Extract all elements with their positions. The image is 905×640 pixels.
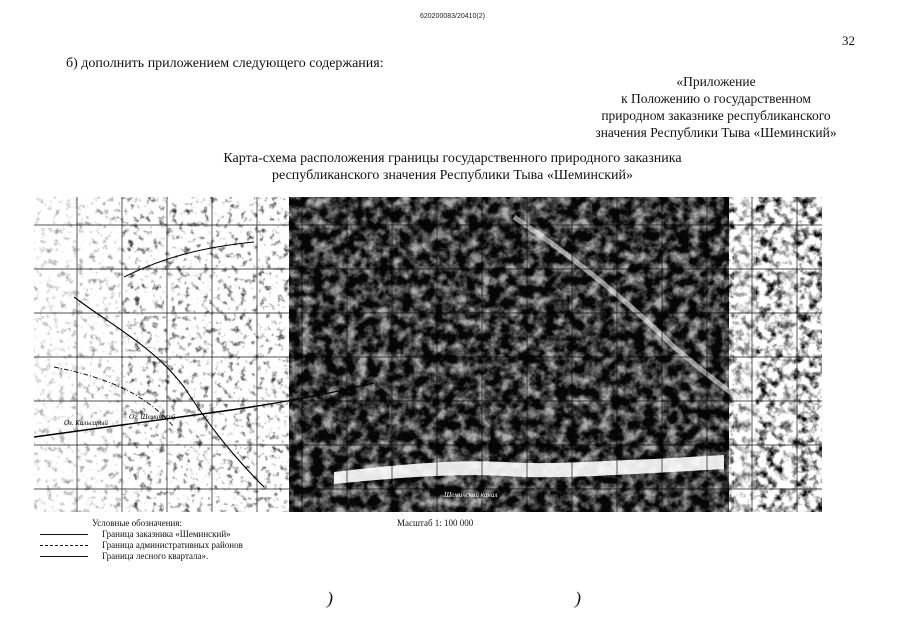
map-right-area (724, 197, 822, 512)
page-number: 32 (842, 33, 855, 48)
map-title-line: республиканского значения Республики Тыва «Шеминский» (272, 168, 633, 183)
map-label: Оз. Шеминский (129, 413, 176, 421)
handwritten-mark: ) (327, 588, 333, 608)
document-code: 620200083/20410(2) (419, 13, 485, 20)
legend-item-reserve-boundary: Граница заказника «Шеминский» (40, 529, 182, 540)
handwritten-mark: ) (575, 588, 581, 608)
map-scale: Масштаб 1: 100 000 (397, 518, 474, 528)
legend-item-forest-block-boundary: Граница лесного квартала». (40, 551, 182, 562)
appendix-line: значения Республики Тыва «Шеминский» (595, 125, 837, 140)
intro-paragraph: б) дополнить приложением следующего содержания: (66, 56, 384, 71)
dash-dot-line-symbol (40, 545, 88, 546)
legend-item-district-boundary: Граница административных районов (40, 540, 182, 551)
solid-line-symbol (40, 534, 88, 535)
thin-line-symbol (40, 556, 88, 557)
map-label: Оз. Кальсарый (64, 419, 108, 427)
map-label: Шеминский канал (444, 491, 498, 499)
topographic-map (34, 197, 822, 512)
map-title (0, 150, 905, 184)
legend-title: Условные обозначения: (92, 518, 183, 528)
legend (40, 518, 243, 562)
map-image (34, 197, 822, 512)
appendix-line: к Положению о государственном (621, 91, 811, 106)
appendix-heading (560, 73, 872, 141)
appendix-line: «Приложение (676, 74, 756, 89)
appendix-line: природном заказнике республиканского (601, 108, 831, 123)
map-title-line: Карта-схема расположения границы государственного природного заказника (223, 151, 682, 166)
